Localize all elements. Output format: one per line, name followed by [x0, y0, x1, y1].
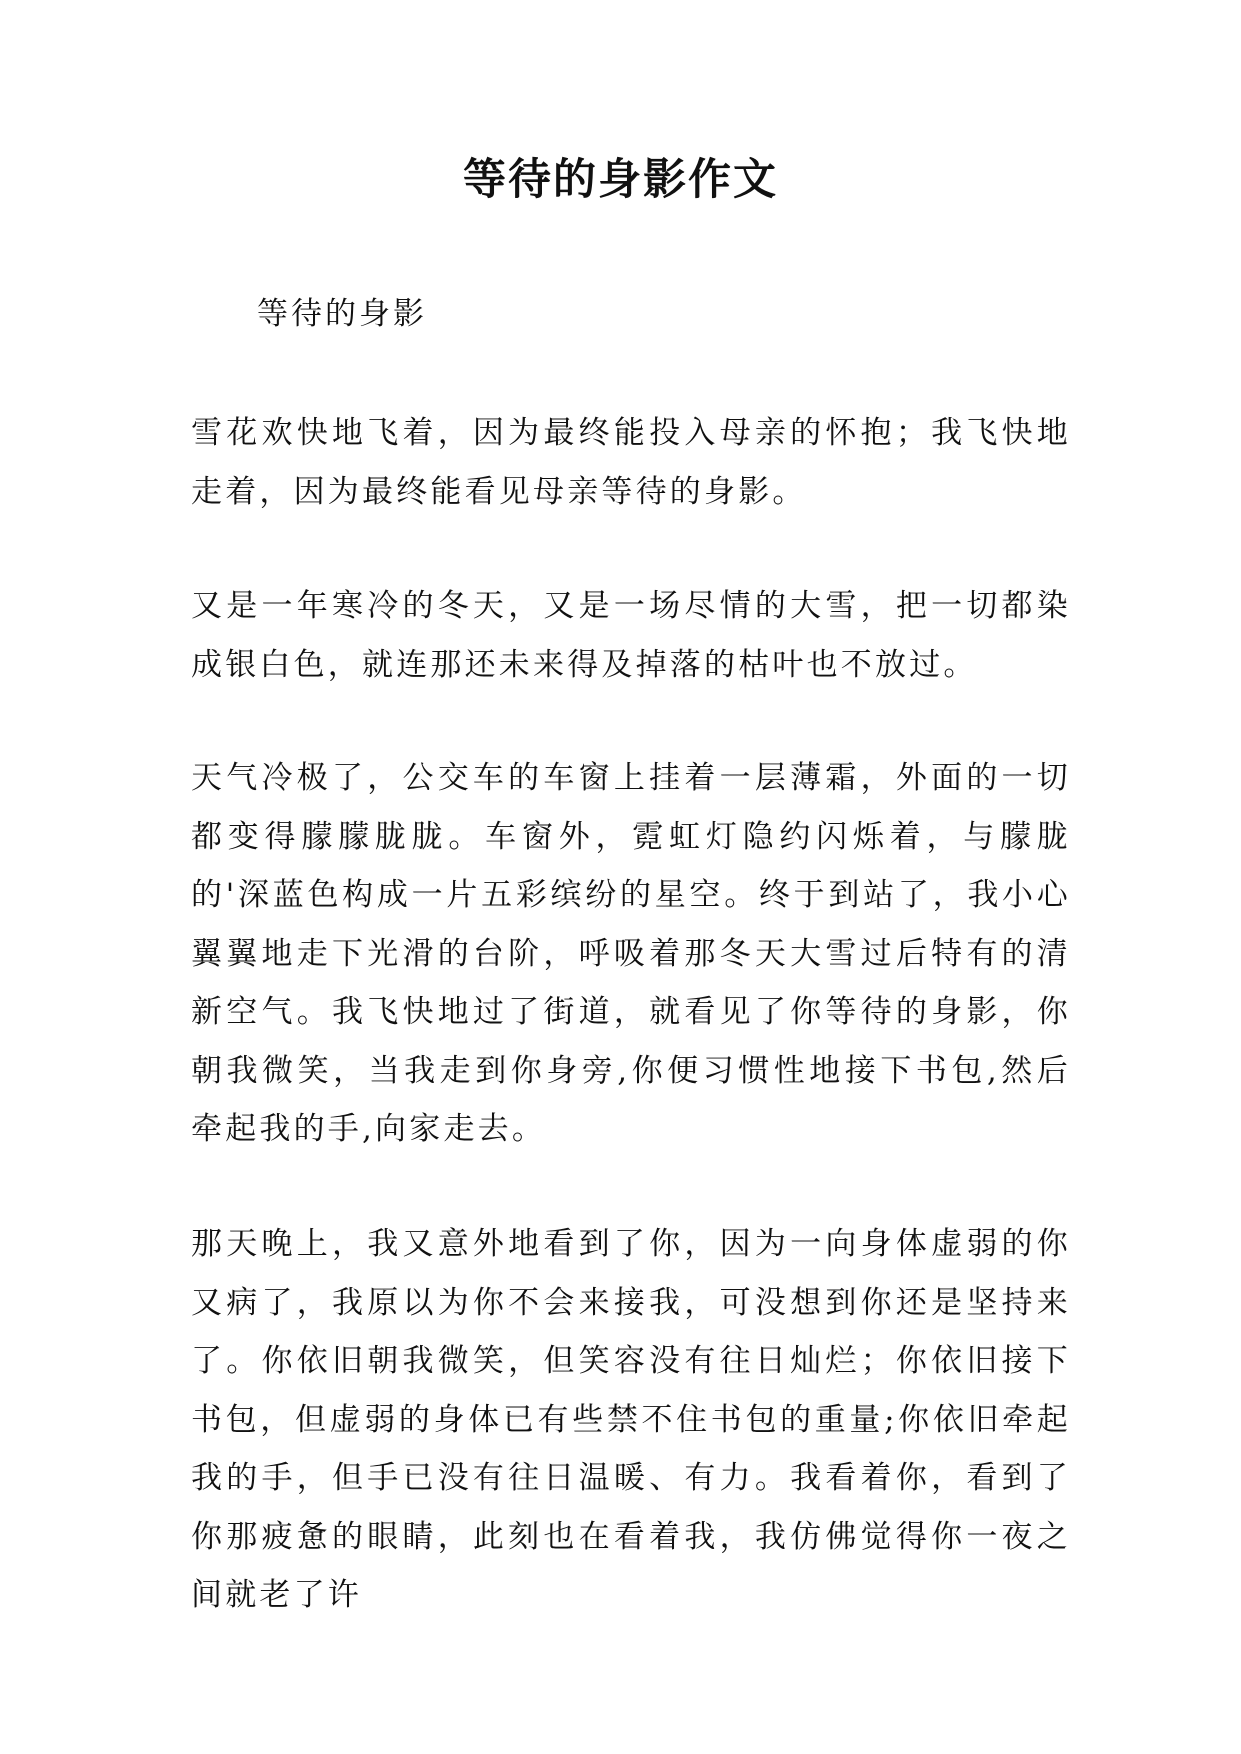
paragraph-3: 天气冷极了，公交车的车窗上挂着一层薄霜，外面的一切都变得朦朦胧胧。车窗外，霓虹灯隐约闪烁着，与朦胧的'深蓝色构成一片五彩缤纷的星空。终于到站了，我小心翼翼地走下光滑的台阶，呼吸着那冬天大雪过后特有的清新空气。我飞快地过了街道，就看见了你等待的身影，你朝我微笑，当我走到你身旁,你便习惯性地接下书包,然后牵起我的手,向家走去。	[191, 760, 1071, 1147]
paragraph-4: 那天晚上，我又意外地看到了你，因为一向身体虚弱的你又病了，我原以为你不会来接我，可没想到你还是坚持来了。你依旧朝我微笑，但笑容没有往日灿烂；你依旧接下书包，但虚弱的身体已有些禁不住书包的重量;你依旧牵起我的手，但手已没有往日温暖、有力。我看着你，看到了你那疲惫的眼睛，此刻也在看着我，我仿佛觉得你一夜之间就老了许	[191, 1226, 1071, 1613]
paragraph-2: 又是一年寒冷的冬天，又是一场尽情的大雪，把一切都染成银白色，就连那还未来得及掉落的枯叶也不放过。	[191, 588, 1071, 683]
paragraph-1: 雪花欢快地飞着，因为最终能投入母亲的怀抱；我飞快地走着，因为最终能看见母亲等待的身影。	[191, 415, 1071, 510]
document-title: 等待的身影作文	[463, 155, 778, 205]
document-subtitle: 等待的身影	[257, 296, 427, 332]
